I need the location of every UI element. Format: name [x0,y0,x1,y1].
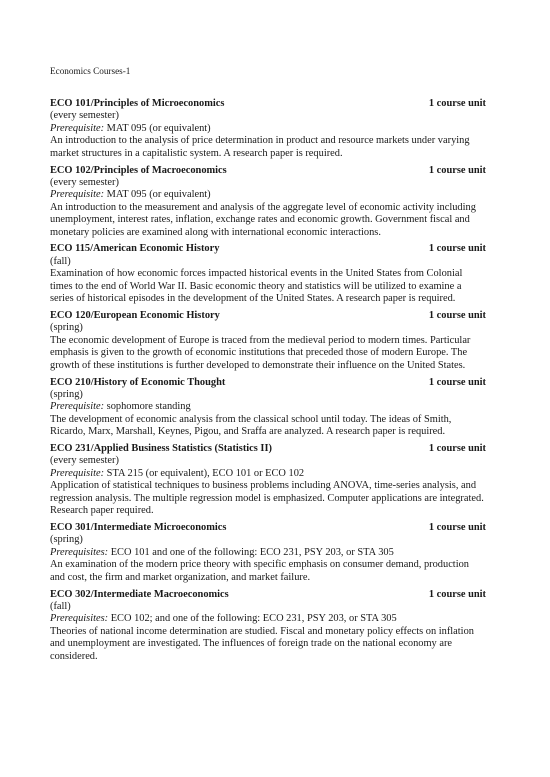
course-description: Application of statistical techniques to business problems including ANOVA, time-series analysis, and regression analysis. The multiple regression model is emphasized. Computer applications are integrated. Research paper required. [50,480,484,517]
prerequisite-text: MAT 095 (or equivalent) [104,189,211,201]
course-description: Examination of how economic forces impacted historical events in the United States from Colonial times to the end of World War II. Basic economic theory and statistics will be utilized to examine a series of historical episodes in the development of the United States. A research paper is required. [50,268,463,305]
course-entry [50,165,486,239]
course-prerequisite [50,189,486,201]
course-term: (every semester) [50,110,119,122]
course-title: ECO 302/Intermediate Macroeconomics [50,588,229,600]
course-entry [50,377,486,439]
course-units: 1 course unit [428,588,486,600]
prerequisite-label: Prerequisite: [50,189,105,201]
course-header [50,243,486,255]
course-description: An introduction to the measurement and analysis of the aggregate level of economic activity including unemployment, interest rates, inflation, exchange rates and economic growth. Government fiscal and monetary policies are examined along with international economic interactions. [50,201,476,238]
course-description: The development of economic analysis from the classical school until today. The ideas of Smith, Ricardo, Marx, Marshall, Keynes, Pigou, and Sraffa are analyzed. A research paper is required. [50,413,452,438]
course-entry [50,522,486,584]
prerequisite-text: sophomore standing [104,401,191,413]
course-entry [50,589,486,663]
course-units: 1 course unit [428,98,486,109]
course-header [50,98,486,110]
course-prerequisite [50,613,486,625]
course-prerequisite [50,468,486,480]
course-title: ECO 231/Applied Business Statistics (Statistics II) [50,443,272,455]
prerequisite-label: Prerequisite: [50,467,105,479]
course-header [50,589,486,601]
course-term: (spring) [50,388,83,400]
course-units: 1 course unit [428,376,486,388]
prerequisite-text: ECO 102; and one of the following: ECO 231, PSY 203, or STA 305 [108,613,397,625]
course-description: An examination of the modern price theory with specific emphasis on consumer demand, production and cost, the firm and market organization, and market failure. [50,559,469,583]
prerequisite-label: Prerequisite: [50,401,105,413]
course-term: (spring) [50,322,83,334]
course-prerequisite [50,547,486,559]
course-units: 1 course unit [428,243,486,255]
course-units: 1 course unit [428,443,486,455]
course-units: 1 course unit [428,310,486,321]
course-description: Theories of national income determination are studied. Fiscal and monetary policy effects on inflation and unemployment are investigated. The influences of foreign trade on the national economy are considered. [50,625,474,662]
course-list [50,98,486,667]
course-entry [50,243,486,305]
course-entry [50,310,486,372]
course-title: ECO 101/Principles of Microeconomics [50,98,225,109]
prerequisite-text: MAT 095 (or equivalent) [104,122,211,134]
course-units: 1 course unit [428,522,486,533]
page-header: Economics Courses-1 [50,66,131,76]
course-prerequisite [50,123,486,135]
course-term: (every semester) [50,455,119,467]
prerequisite-label: Prerequisite: [50,122,105,134]
course-title: ECO 301/Intermediate Microeconomics [50,522,227,533]
prerequisite-label: Prerequisites: [50,613,109,625]
course-header [50,165,486,177]
course-title: ECO 120/European Economic History [50,310,220,321]
course-entry [50,98,486,160]
course-title: ECO 102/Principles of Macroeconomics [50,164,227,176]
course-entry [50,443,486,517]
course-header [50,377,486,389]
prerequisite-text: STA 215 (or equivalent), ECO 101 or ECO 102 [104,467,305,479]
course-prerequisite [50,401,486,413]
course-description: The economic development of Europe is traced from the medieval period to modern times. Particular emphasis is given to the growth of economic institutions that preceded those of modern Europe. The growth of these institutions is further developed to demonstrate their influence on the United States. [50,334,471,371]
course-term: (fall) [50,255,71,267]
prerequisite-text: ECO 101 and one of the following: ECO 231, PSY 203, or STA 305 [108,546,394,558]
course-header [50,443,486,455]
course-term: (spring) [50,534,83,546]
course-description: An introduction to the analysis of price determination in product and resource markets under varying market structures in a capitalistic system. A research paper is required. [50,135,470,159]
course-title: ECO 210/History of Economic Thought [50,376,226,388]
course-units: 1 course unit [428,164,486,176]
course-term: (every semester) [50,176,119,188]
course-header [50,310,486,322]
course-title: ECO 115/American Economic History [50,243,220,255]
course-header [50,522,486,534]
course-term: (fall) [50,600,71,612]
prerequisite-label: Prerequisites: [50,546,109,558]
